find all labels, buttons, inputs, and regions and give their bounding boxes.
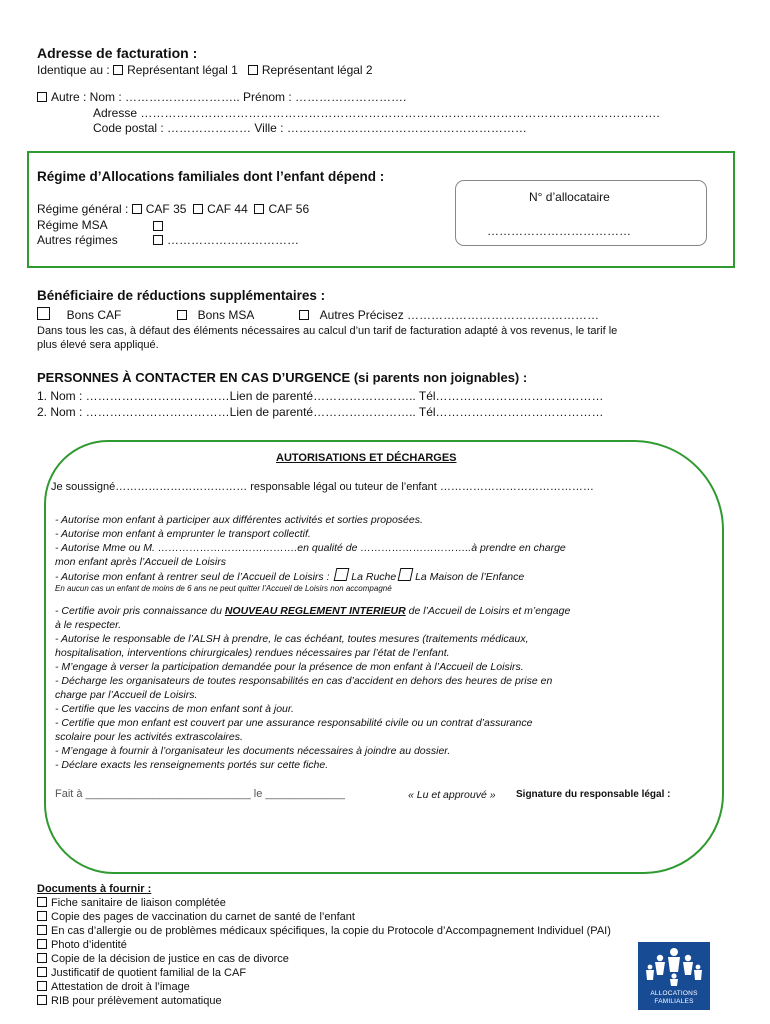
allocataire-field[interactable]: ……………………………… xyxy=(487,224,631,238)
checkbox-caf44[interactable] xyxy=(193,204,203,214)
reductions-note-1: Dans tous les cas, à défaut des éléments nécessaires au calcul d’un tarif de facturation adapté à vos revenus, le tarif le xyxy=(37,325,618,337)
auth-line-12: charge par l’Accueil de Loisirs. xyxy=(55,689,198,701)
checkbox-la-ruche[interactable] xyxy=(334,568,350,581)
soussigne-line[interactable]: Je soussigné……………………………… responsable légal ou tuteur de l’enfant …………………………………… xyxy=(51,481,594,493)
rep2-label: Représentant légal 2 xyxy=(261,63,373,77)
reductions-row xyxy=(37,307,121,322)
reglement-suffix: de l’Accueil de Loisirs et m’engage xyxy=(408,605,571,617)
doc-item xyxy=(37,953,289,965)
auth-line-10: - M’engage à verser la participation demandée pour la présence de mon enfant à l’Accueil de Loisirs. xyxy=(55,661,524,673)
regime-msa-label: Régime MSA xyxy=(37,218,108,232)
identique-row xyxy=(37,63,373,77)
reductions-title: Bénéficiaire de réductions supplémentaires : xyxy=(37,288,326,303)
auth-line-16: - M’engage à fournir à l’organisateur les documents nécessaires à joindre au dossier. xyxy=(55,745,451,757)
checkbox-bons-msa[interactable] xyxy=(177,310,187,320)
maison-enfance-label: La Maison de l’Enfance xyxy=(415,571,525,583)
urgence-title: PERSONNES À CONTACTER EN CAS D’URGENCE (si parents non joignables) : xyxy=(37,370,528,385)
auth-line-1: - Autorise mon enfant à participer aux différentes activités et sorties proposées. xyxy=(55,514,423,526)
auth-line-5 xyxy=(55,568,524,583)
doc-item xyxy=(37,981,190,993)
checkbox-doc-6[interactable] xyxy=(37,967,47,977)
doc-label: Justificatif de quotient familial de la CAF xyxy=(51,967,247,979)
logo-line-1: ALLOCATIONS xyxy=(650,990,698,997)
checkbox-rep2[interactable] xyxy=(248,65,258,75)
rentrer-seul-label: - Autorise mon enfant à rentrer seul de l’Accueil de Loisirs : xyxy=(55,571,330,583)
autorisations-title: AUTORISATIONS ET DÉCHARGES xyxy=(276,452,457,464)
code-postal-line[interactable]: Code postal : ………………… Ville : …………………………………………………… xyxy=(93,121,527,135)
caf-logo xyxy=(638,942,710,1010)
urgence-line-2[interactable]: 2. Nom : ………………………………Lien de parenté…………………….. Tél…………………………………… xyxy=(37,405,604,419)
checkbox-autre[interactable] xyxy=(37,92,47,102)
auth-line-4: mon enfant après l’Accueil de Loisirs xyxy=(55,556,227,568)
auth-line-6 xyxy=(55,605,570,617)
autres-regimes-dots[interactable]: …………………………… xyxy=(167,233,299,247)
bons-msa-label: Bons MSA xyxy=(197,308,255,322)
doc-label: RIB pour prélèvement automatique xyxy=(51,995,222,1007)
doc-item xyxy=(37,897,226,909)
auth-line-3: - Autorise Mme ou M. ………………………………….en qualité de …………………………..à prendre en charge xyxy=(55,542,566,554)
auth-line-8: - Autorise le responsable de l’ALSH à prendre, le cas échéant, toutes mesures (traitements médicaux, xyxy=(55,633,529,645)
auth-line-7: à le respecter. xyxy=(55,619,122,631)
bons-msa-row xyxy=(177,308,254,322)
doc-item xyxy=(37,967,246,979)
reglement-link: NOUVEAU REGLEMENT INTERIEUR xyxy=(224,605,406,617)
auth-line-13: - Certifie que les vaccins de mon enfant sont à jour. xyxy=(55,703,294,715)
checkbox-doc-4[interactable] xyxy=(37,939,47,949)
auth-note: En aucun cas un enfant de moins de 6 ans ne peut quitter l’Accueil de Loisirs non accompagné xyxy=(55,584,392,593)
regime-general-label: Régime général : xyxy=(37,202,129,216)
signature-label: Signature du responsable légal : xyxy=(516,789,671,800)
bons-caf-label: Bons CAF xyxy=(66,308,122,322)
checkbox-doc-2[interactable] xyxy=(37,911,47,921)
checkbox-autres-regimes[interactable] xyxy=(153,235,163,245)
auth-line-11: - Décharge les organisateurs de toutes responsabilités en cas d’accident en dehors des heures de prise en xyxy=(55,675,553,687)
checkbox-doc-1[interactable] xyxy=(37,897,47,907)
caf-family-icon xyxy=(638,942,710,988)
doc-item xyxy=(37,939,127,951)
checkbox-doc-3[interactable] xyxy=(37,925,47,935)
checkbox-bons-caf[interactable] xyxy=(37,307,50,320)
auth-line-9: hospitalisation, interventions chirurgicales) rendues nécessaires par l’état de l’enfant. xyxy=(55,647,450,659)
checkbox-maison-enfance[interactable] xyxy=(398,568,414,581)
doc-item xyxy=(37,911,355,923)
autre-row xyxy=(37,90,406,104)
doc-label: Copie des pages de vaccination du carnet de santé de l’enfant xyxy=(51,911,355,923)
checkbox-doc-8[interactable] xyxy=(37,995,47,1005)
fait-a-line[interactable]: Fait à ___________________________ le _____________ xyxy=(55,788,345,800)
checkbox-rep1[interactable] xyxy=(113,65,123,75)
autre-line: Autre : Nom : ……………………….. Prénom : ………………………. xyxy=(51,90,407,104)
autres-reduc-row xyxy=(299,308,599,322)
regime-title: Régime d’Allocations familiales dont l’enfant dépend : xyxy=(37,169,385,184)
auth-line-17: - Déclare exacts les renseignements portés sur cette fiche. xyxy=(55,759,329,771)
checkbox-caf56[interactable] xyxy=(254,204,264,214)
allocataire-label: N° d’allocataire xyxy=(529,190,610,204)
checkbox-doc-5[interactable] xyxy=(37,953,47,963)
autres-regimes-label: Autres régimes xyxy=(37,233,118,247)
caf44-label: CAF 44 xyxy=(207,202,248,216)
doc-label: Fiche sanitaire de liaison complétée xyxy=(51,897,226,909)
auth-line-2: - Autorise mon enfant à emprunter le transport collectif. xyxy=(55,528,311,540)
caf35-label: CAF 35 xyxy=(145,202,187,216)
la-ruche-label: La Ruche xyxy=(351,571,397,583)
checkbox-msa[interactable] xyxy=(153,221,163,231)
checkbox-autres-reduc[interactable] xyxy=(299,310,309,320)
lu-approuve: « Lu et approuvé » xyxy=(408,789,496,801)
auth-line-15: scolaire pour les activités extrascolaires. xyxy=(55,731,243,743)
documents-title: Documents à fournir : xyxy=(37,883,152,895)
logo-line-2: FAMILIALES xyxy=(654,998,694,1005)
urgence-line-1[interactable]: 1. Nom : ………………………………Lien de parenté…………………….. Tél…………………………………… xyxy=(37,389,604,403)
autres-regimes-row xyxy=(153,233,299,247)
doc-label: En cas d’allergie ou de problèmes médicaux spécifiques, la copie du Protocole d’Accompagnement Individuel (PAI) xyxy=(51,925,611,937)
caf56-label: CAF 56 xyxy=(268,202,310,216)
reductions-note-2: plus élevé sera appliqué. xyxy=(37,339,159,351)
rep1-label: Représentant légal 1 xyxy=(127,63,238,77)
doc-label: Copie de la décision de justice en cas de divorce xyxy=(51,953,289,965)
facturation-title: Adresse de facturation : xyxy=(37,45,198,61)
regime-general-row xyxy=(37,202,309,216)
reglement-prefix: - Certifie avoir pris connaissance du xyxy=(55,605,222,617)
auth-line-14: - Certifie que mon enfant est couvert par une assurance responsabilité civile ou un contrat d’assurance xyxy=(55,717,533,729)
doc-item xyxy=(37,995,222,1007)
checkbox-caf35[interactable] xyxy=(132,204,142,214)
identique-label: Identique au : xyxy=(37,63,110,77)
autres-reduc-label: Autres Précisez ………………………………………… xyxy=(319,308,600,322)
checkbox-doc-7[interactable] xyxy=(37,981,47,991)
doc-item xyxy=(37,925,611,937)
doc-label: Photo d’identité xyxy=(51,939,127,951)
doc-label: Attestation de droit à l’image xyxy=(51,981,190,993)
adresse-line[interactable]: Adresse …………………………………………………………………………………………………………………. xyxy=(93,106,660,120)
